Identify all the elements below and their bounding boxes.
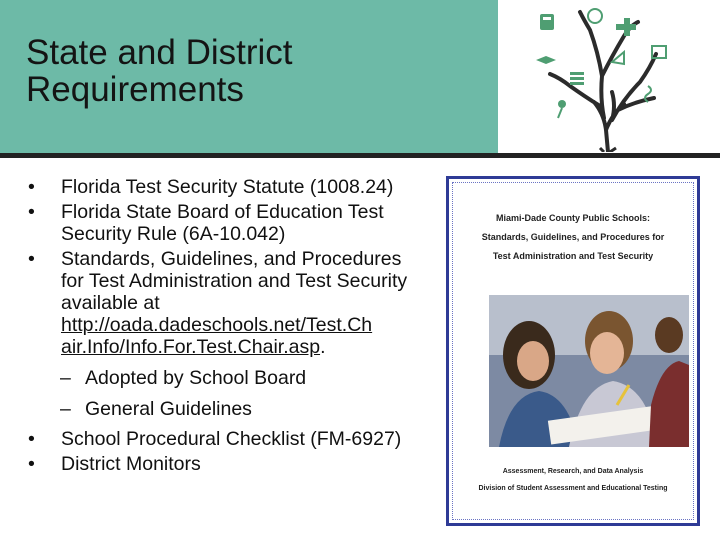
bullet-item [28, 176, 428, 198]
sub-bullet-item [28, 398, 428, 420]
document-cover-image [446, 176, 700, 526]
test-chair-info-link[interactable]: http://oada.dadeschools.net/Test.Ch air.Info/Info.For.Test.Chair.asp [61, 314, 373, 358]
bullet-marker: • [28, 201, 35, 223]
bullet-marker: • [28, 453, 35, 475]
sub-bullet-marker: – [60, 398, 71, 420]
bullet-marker: • [28, 248, 35, 270]
bullet-item [28, 248, 428, 358]
bullet-item [28, 201, 428, 245]
document-title-line: Test Administration and Test Security [492, 251, 654, 261]
slide-title-line-2: Requirements [26, 70, 244, 109]
document-cover-title [457, 209, 689, 266]
link-suffix: . [320, 336, 326, 358]
slide-title [26, 34, 486, 108]
bullet-marker: • [28, 428, 35, 450]
sub-bullet-text: General Guidelines [85, 398, 252, 420]
bullet-text: Florida State Board of Education Test Security Rule (6A-10.042) [61, 201, 384, 245]
education-tree-icon [520, 2, 680, 152]
sub-bullet-text: Adopted by School Board [85, 367, 307, 389]
header-divider [0, 153, 720, 158]
students-photo-illustration [489, 295, 689, 447]
document-footer-line: Division of Student Assessment and Educational Testing [478, 485, 668, 492]
bullet-marker: • [28, 176, 35, 198]
bullet-text: District Monitors [61, 453, 201, 475]
bullet-text: Standards, Guidelines, and Procedures for Test Administration and Test Security available at [61, 248, 408, 314]
bullet-list [28, 176, 428, 478]
bullet-item [28, 428, 428, 450]
slide-title-line-1: State and District [26, 33, 293, 72]
bullet-item [28, 453, 428, 475]
sub-bullet-marker: – [60, 367, 71, 389]
bullet-text: Florida Test Security Statute (1008.24) [61, 176, 394, 198]
sub-bullet-item [28, 367, 428, 389]
bullet-text: School Procedural Checklist (FM-6927) [61, 428, 402, 450]
document-title-line: Standards, Guidelines, and Procedures for [481, 232, 665, 242]
document-cover-footer [457, 463, 689, 497]
document-title-line: Miami-Dade County Public Schools: [495, 213, 650, 223]
document-footer-line: Assessment, Research, and Data Analysis [502, 468, 644, 475]
students-testing-photo [489, 295, 689, 447]
